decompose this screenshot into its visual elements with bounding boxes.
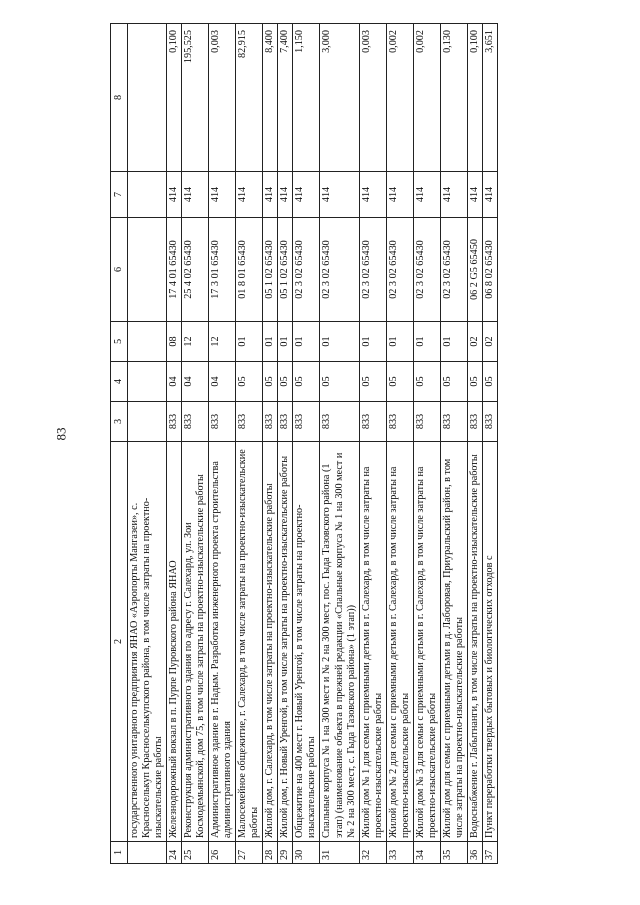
row-name: Жилой дом № 3 для семьи с приемными детьми в г. Салехард, в том числе затраты на проектно-изыскательские работы: [413, 442, 440, 842]
col4-cell: 05: [320, 362, 359, 402]
row-number: 27: [236, 842, 263, 864]
col8-cell: 3,000: [320, 24, 359, 172]
col4-cell: 05: [359, 362, 386, 402]
col7-cell: 414: [293, 172, 320, 218]
col5-cell: 01: [320, 322, 359, 362]
row-number: 26: [209, 842, 236, 864]
col3-cell: 833: [182, 402, 209, 442]
col3-cell: 833: [320, 402, 359, 442]
row-number: 34: [413, 842, 440, 864]
col6-cell: 06 8 02 65430: [482, 218, 497, 322]
col8-cell: 3,651: [482, 24, 497, 172]
col7-cell: 414: [320, 172, 359, 218]
row-number: 24: [167, 842, 182, 864]
table-row: [482, 24, 497, 864]
page-number: 83: [53, 427, 69, 441]
table-row: [182, 24, 209, 864]
col8-cell: 0,130: [440, 24, 467, 172]
col6-cell: 05 1 02 65430: [263, 218, 278, 322]
continuation-row: [128, 24, 167, 864]
row-name: Водоснабжение г. Лабытнанги, в том числе затраты на проектно-изыскательские работы: [467, 442, 482, 842]
col6-cell: 01 8 01 65430: [236, 218, 263, 322]
table-row: [359, 24, 386, 864]
header-cell: 6: [111, 218, 128, 322]
header-cell: 4: [111, 362, 128, 402]
col8-cell: 0,100: [167, 24, 182, 172]
col7-cell: 414: [467, 172, 482, 218]
col4-cell: 05: [263, 362, 278, 402]
row-name: Малосемейное общежитие, г. Салехард, в том числе затраты на проектно-изыскательские работы: [236, 442, 263, 842]
col3-cell: 833: [293, 402, 320, 442]
row-name: Общежитие на 400 мест г. Новый Уренгой, в том числе затраты на проектно-изыскательские работы: [293, 442, 320, 842]
table-row: [440, 24, 467, 864]
row-number: 28: [263, 842, 278, 864]
col7-cell: 414: [263, 172, 278, 218]
col6-cell: 02 3 02 65430: [293, 218, 320, 322]
col4-cell: 05: [278, 362, 293, 402]
col7-cell: 414: [359, 172, 386, 218]
row-name: Административное здание в г. Надым. Разработка инженерного проекта строительства административного здания: [209, 442, 236, 842]
col6-cell: 02 3 02 65430: [320, 218, 359, 322]
col3-cell: 833: [467, 402, 482, 442]
table-row: [386, 24, 413, 864]
row-number: 29: [278, 842, 293, 864]
table-row: [413, 24, 440, 864]
col7-cell: 414: [413, 172, 440, 218]
col5-cell: 12: [182, 322, 209, 362]
col5-cell: 01: [236, 322, 263, 362]
col3-cell: 833: [236, 402, 263, 442]
rotated-table-container: [110, 24, 630, 864]
col6-cell: 02 3 02 65430: [359, 218, 386, 322]
col3-cell: 833: [167, 402, 182, 442]
row-number: 30: [293, 842, 320, 864]
row-number: 36: [467, 842, 482, 864]
col7-cell: 414: [182, 172, 209, 218]
row-name: Жилой дом, г. Новый Уренгой, в том числе затраты на проектно-изыскательские работы: [278, 442, 293, 842]
col6-cell: 02 3 02 65430: [440, 218, 467, 322]
continuation-text: государственного унитарного предприятия ЯНАО «Аэропорты Мангазеи», с. Красноселькуп Красноселькупского района, в том числе затраты на проектно-изыскательские работы: [128, 442, 167, 842]
col4-cell: 05: [482, 362, 497, 402]
row-number: 37: [482, 842, 497, 864]
row-number: 31: [320, 842, 359, 864]
col5-cell: 02: [467, 322, 482, 362]
col6-cell: 02 3 02 65430: [386, 218, 413, 322]
col4-cell: 05: [293, 362, 320, 402]
row-name: Жилой дом для семьи с приемными детьми в д. Лаборовая, Приуральский район, в том числе затраты на проектно-изыскательские работы: [440, 442, 467, 842]
header-cell: 2: [111, 442, 128, 842]
col5-cell: 01: [386, 322, 413, 362]
col5-cell: 08: [167, 322, 182, 362]
table-row: [467, 24, 482, 864]
col3-cell: 833: [386, 402, 413, 442]
col4-cell: 05: [413, 362, 440, 402]
col5-cell: 12: [209, 322, 236, 362]
col8-cell: 8,400: [263, 24, 278, 172]
row-name: Реконструкция административного здания по адресу г. Салехард, ул. Зои Космодемьянской, дом 75, в том числе затраты на проектно-изыскательские работы: [182, 442, 209, 842]
row-number: 33: [386, 842, 413, 864]
col8-cell: 0,100: [467, 24, 482, 172]
budget-table: [110, 23, 498, 864]
col3-cell: 833: [359, 402, 386, 442]
col8-cell: 0,002: [413, 24, 440, 172]
col4-cell: 04: [182, 362, 209, 402]
col7-cell: 414: [209, 172, 236, 218]
header-cell: 7: [111, 172, 128, 218]
col3-cell: 833: [440, 402, 467, 442]
header-cell: 1: [111, 842, 128, 864]
col7-cell: 414: [482, 172, 497, 218]
col5-cell: 01: [278, 322, 293, 362]
row-name: Жилой дом, г. Салехард, в том числе затраты на проектно-изыскательские работы: [263, 442, 278, 842]
col3-cell: 833: [278, 402, 293, 442]
col4-cell: 05: [386, 362, 413, 402]
col3-cell: 833: [482, 402, 497, 442]
col8-cell: 7,400: [278, 24, 293, 172]
header-cell: 5: [111, 322, 128, 362]
row-name: Железнодорожный вокзал в п. Пурпе Пуровского района ЯНАО: [167, 442, 182, 842]
col8-cell: 0,002: [386, 24, 413, 172]
header-cell: 8: [111, 24, 128, 172]
col6-cell: 25 4 02 65430: [182, 218, 209, 322]
row-number: 25: [182, 842, 209, 864]
col7-cell: 414: [440, 172, 467, 218]
table-row: [236, 24, 263, 864]
col4-cell: 05: [236, 362, 263, 402]
col5-cell: 01: [413, 322, 440, 362]
col5-cell: 01: [293, 322, 320, 362]
row-name: Жилой дом № 2 для семьи с приемными детьми в г. Салехард, в том числе затраты на проектно-изыскательские работы: [386, 442, 413, 842]
col4-cell: 05: [440, 362, 467, 402]
col3-cell: 833: [263, 402, 278, 442]
col5-cell: 01: [263, 322, 278, 362]
header-cell: 3: [111, 402, 128, 442]
col7-cell: 414: [236, 172, 263, 218]
col6-cell: 17 4 01 65430: [167, 218, 182, 322]
table-row: [209, 24, 236, 864]
col8-cell: 0,003: [209, 24, 236, 172]
row-number: 32: [359, 842, 386, 864]
col8-cell: 1,150: [293, 24, 320, 172]
col6-cell: 02 3 02 65430: [413, 218, 440, 322]
table-row: [263, 24, 278, 864]
col7-cell: 414: [167, 172, 182, 218]
col8-cell: 82,915: [236, 24, 263, 172]
col6-cell: 06 2 G5 65450: [467, 218, 482, 322]
col5-cell: 01: [359, 322, 386, 362]
table-row: [167, 24, 182, 864]
col6-cell: 17 3 01 65430: [209, 218, 236, 322]
row-name: Спальные корпуса № 1 на 300 мест и № 2 на 300 мест, пос. Гыда Тазовского района (1 этап) (наименование объекта в прежней редакции «Спальные корпуса № 1 на 300 мест и № 2 на 300 мест, с. Гыда Тазовского района» (1 этап)): [320, 442, 359, 842]
col4-cell: 04: [209, 362, 236, 402]
table-row: [293, 24, 320, 864]
col8-cell: 0,003: [359, 24, 386, 172]
col3-cell: 833: [413, 402, 440, 442]
row-name: Жилой дом № 1 для семьи с приемными детьми в г. Салехард, в том числе затраты на проектно-изыскательские работы: [359, 442, 386, 842]
row-number: 35: [440, 842, 467, 864]
row-name: Пункт переработки твердых бытовых и биологических отходов с: [482, 442, 497, 842]
col4-cell: 05: [467, 362, 482, 402]
header-row: [111, 24, 128, 864]
col3-cell: 833: [209, 402, 236, 442]
col7-cell: 414: [278, 172, 293, 218]
col6-cell: 05 1 02 65430: [278, 218, 293, 322]
col7-cell: 414: [386, 172, 413, 218]
col5-cell: 02: [482, 322, 497, 362]
table-row: [320, 24, 359, 864]
col5-cell: 01: [440, 322, 467, 362]
col4-cell: 04: [167, 362, 182, 402]
table-row: [278, 24, 293, 864]
col8-cell: 195,525: [182, 24, 209, 172]
